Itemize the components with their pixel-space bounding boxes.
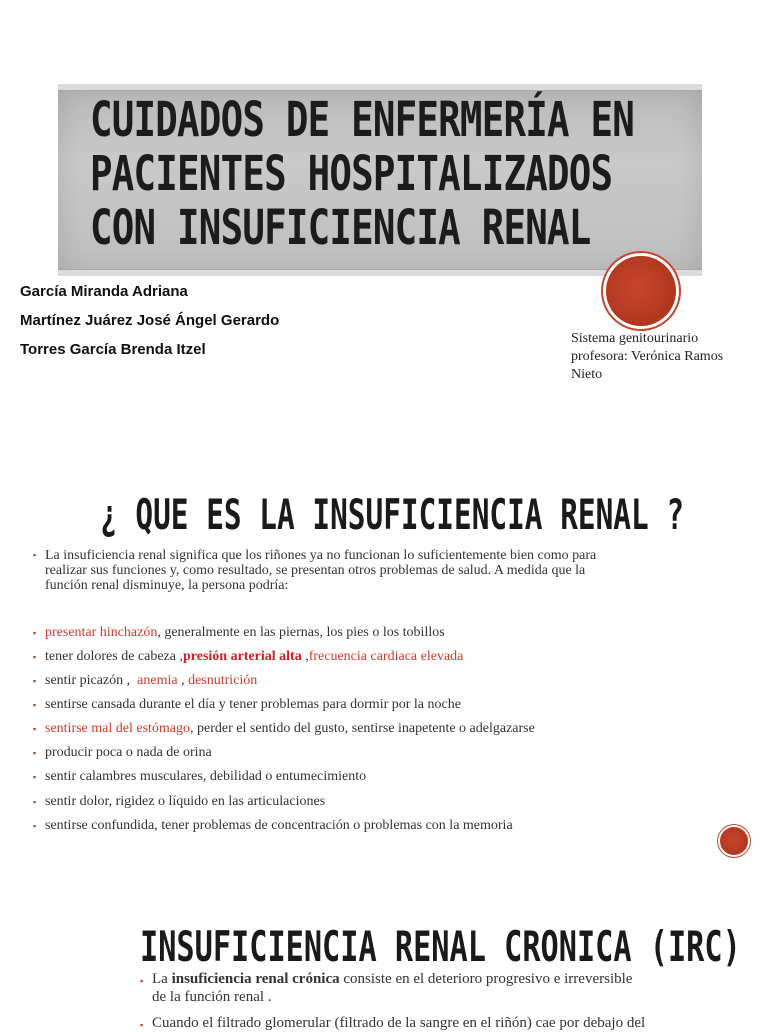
bullet-icon: ▪ [33, 550, 37, 560]
symptom-text: , generalmente en las piernas, los pies o los tobillos [157, 625, 445, 640]
course-line-1: Sistema genitourinario [571, 331, 699, 346]
symptom-item [33, 697, 461, 713]
bullet-icon: ▪ [33, 700, 37, 710]
irc-paragraph-2 [140, 1014, 768, 1032]
symptom-highlight: presentar hinchazón [45, 625, 158, 640]
irc-text: La [152, 971, 172, 987]
symptom-item [33, 673, 257, 689]
symptom-highlight: sentirse mal del estómago [45, 721, 191, 736]
section-heading-que-es: ¿ QUE ES LA INSUFICIENCIA RENAL ? [100, 490, 685, 539]
bullet-icon: ▪ [33, 821, 37, 831]
symptom-highlight: desnutrición [188, 673, 258, 688]
symptom-item [33, 649, 463, 665]
title-line-3: CON INSUFICIENCIA RENAL [90, 200, 591, 256]
bullet-icon: ▪ [140, 1020, 144, 1030]
decorative-circle-icon [720, 827, 748, 855]
symptom-text: sentir picazón , [45, 673, 138, 688]
bullet-icon: ▪ [33, 628, 37, 638]
symptom-text: sentirse confundida, tener problemas de concentración o problemas con la memoria [45, 818, 513, 833]
bullet-icon: ▪ [33, 652, 37, 662]
title-line-2: PACIENTES HOSPITALIZADOS [90, 146, 613, 202]
symptom-highlight: frecuencia cardiaca elevada [308, 649, 464, 664]
symptom-item [33, 625, 445, 641]
symptom-item [33, 794, 325, 810]
course-line-3: Nieto [571, 367, 603, 382]
symptom-item [33, 721, 535, 737]
irc-term: insuficiencia renal crónica [171, 971, 340, 987]
symptom-text: , perder el sentido del gusto, sentirse inapetente o adelgazarse [190, 721, 535, 736]
bullet-icon: ▪ [33, 748, 37, 758]
symptom-text: tener dolores de cabeza , [45, 649, 183, 664]
author-3: Torres García Brenda Itzel [20, 341, 206, 358]
irc-text: consiste en el deterioro progresivo e irreversible [339, 971, 633, 987]
bullet-icon: ▪ [33, 676, 37, 686]
bullet-icon: ▪ [140, 976, 144, 986]
section-heading-irc: INSUFICIENCIA RENAL CRONICA (IRC) [140, 922, 741, 971]
course-line-2: profesora: Verónica Ramos [571, 349, 724, 364]
symptom-text: sentir calambres musculares, debilidad o entumecimiento [45, 769, 367, 784]
intro-paragraph [33, 548, 733, 593]
author-2: Martínez Juárez José Ángel Gerardo [20, 312, 280, 329]
symptom-text: , [301, 649, 309, 664]
irc-text: de la función renal . [152, 989, 272, 1005]
symptom-text: sentirse cansada durante el día y tener problemas para dormir por la noche [45, 697, 461, 712]
symptom-text: , [177, 673, 189, 688]
irc-text: Cuando el filtrado glomerular (filtrado de la sangre en el riñón) cae por debajo del [152, 1015, 646, 1031]
symptom-text: producir poca o nada de orina [45, 745, 212, 760]
symptom-item [33, 745, 212, 761]
symptom-item [33, 769, 366, 785]
intro-line: realizar sus funciones y, como resultado, se presentan otros problemas de salud. A medida que la [45, 563, 586, 578]
intro-line: La insuficiencia renal significa que los riñones ya no funcionan lo suficientemente bien como para [45, 548, 597, 563]
symptom-highlight: anemia [137, 673, 178, 688]
title-line-1: CUIDADOS DE ENFERMERÍA EN [90, 92, 635, 148]
symptom-text: sentir dolor, rigidez o líquido en las articulaciones [45, 794, 326, 809]
symptom-highlight-bold: presión arterial alta [182, 649, 302, 664]
irc-paragraph-1 [140, 970, 760, 1006]
decorative-circle-icon [606, 256, 676, 326]
symptom-item [33, 818, 513, 834]
bullet-icon: ▪ [33, 772, 37, 782]
bullet-icon: ▪ [33, 724, 37, 734]
author-1: García Miranda Adriana [20, 283, 188, 300]
intro-line: función renal disminuye, la persona podría: [45, 578, 289, 593]
bullet-icon: ▪ [33, 797, 37, 807]
